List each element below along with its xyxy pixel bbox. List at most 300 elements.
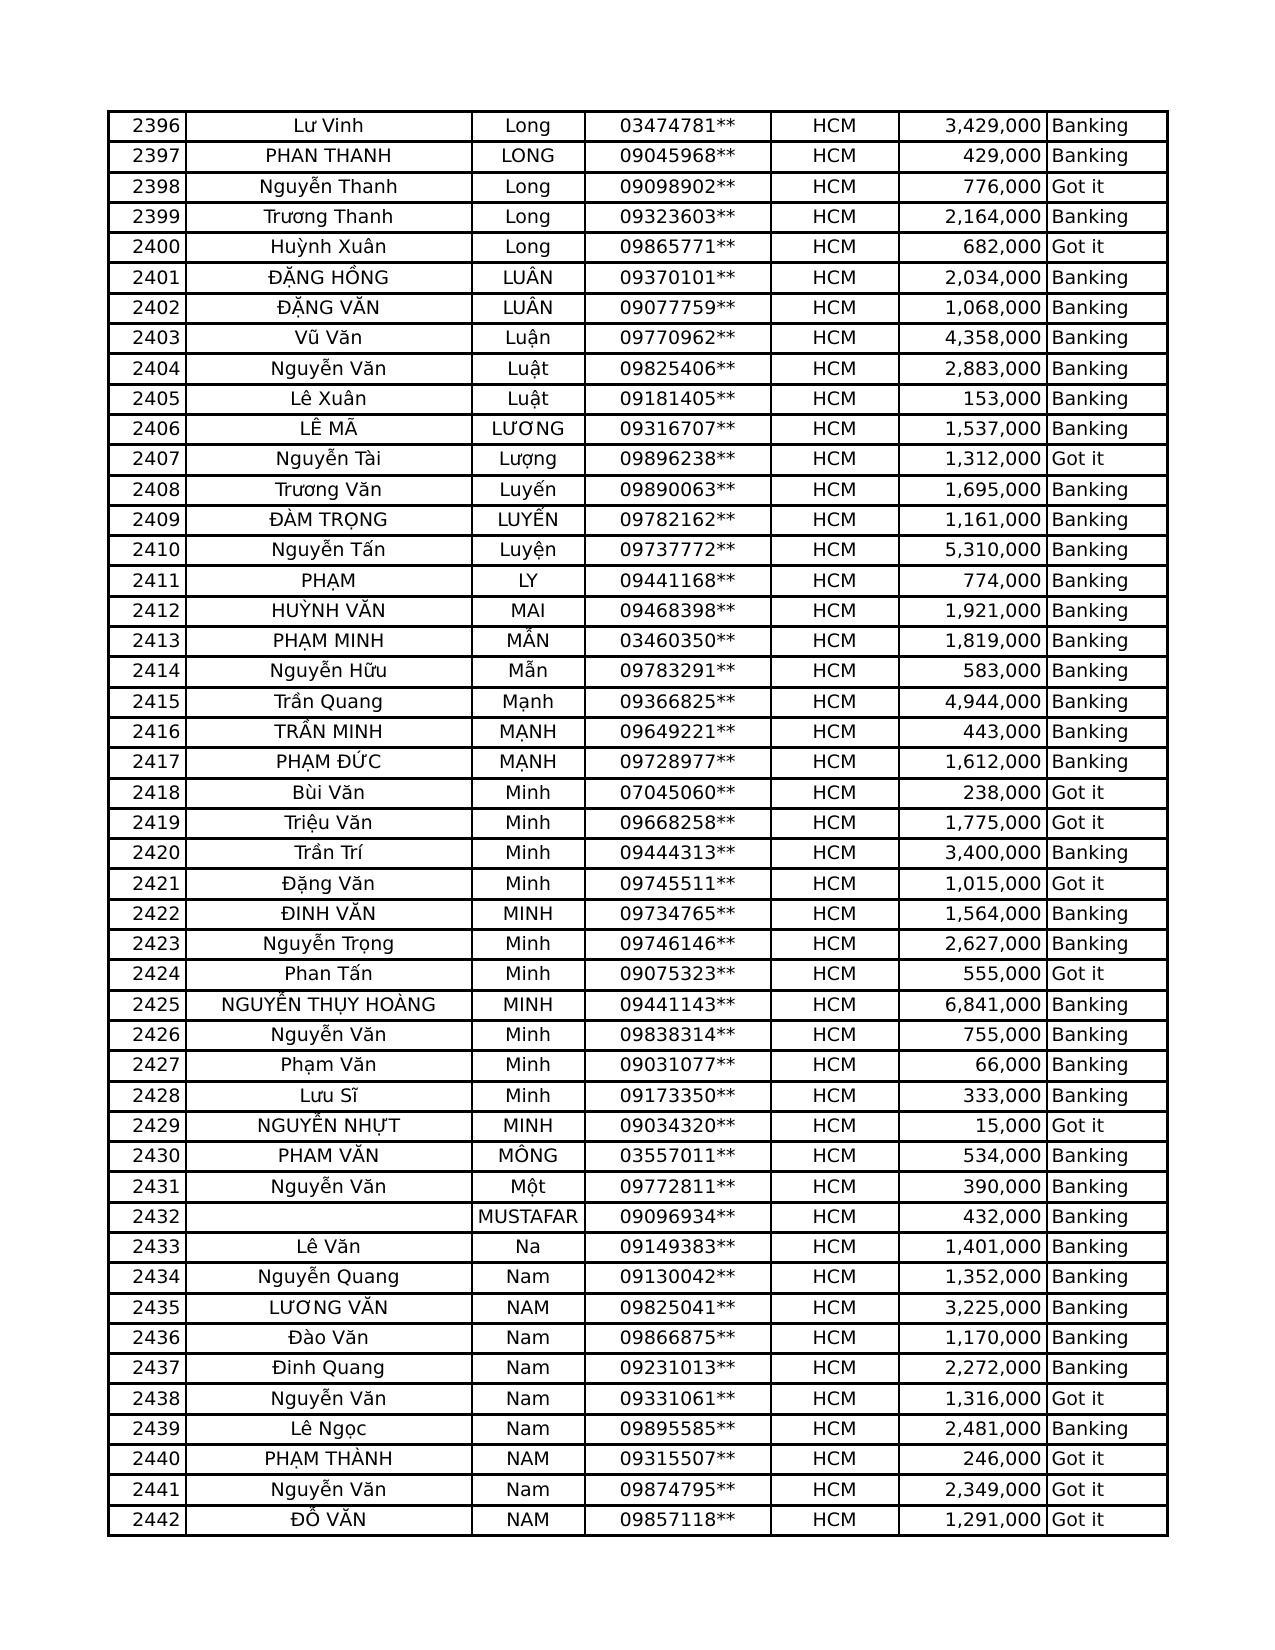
cell-first-name: Phan Tấn (186, 960, 472, 990)
table-row (109, 1505, 1168, 1535)
cell-city: HCM (771, 778, 899, 808)
cell-amount: 1,564,000 (899, 899, 1047, 929)
cell-id: 2419 (109, 808, 186, 838)
cell-phone: 09782162** (585, 505, 771, 535)
cell-status: Banking (1047, 263, 1168, 293)
cell-status: Banking (1047, 1051, 1168, 1081)
cell-id: 2411 (109, 566, 186, 596)
cell-status: Banking (1047, 687, 1168, 717)
cell-amount: 443,000 (899, 717, 1047, 747)
table-row (109, 1232, 1168, 1262)
cell-id: 2438 (109, 1384, 186, 1414)
cell-status: Banking (1047, 657, 1168, 687)
cell-phone: 09444313** (585, 839, 771, 869)
cell-last-name: Minh (472, 1020, 585, 1050)
cell-amount: 534,000 (899, 1142, 1047, 1172)
cell-city: HCM (771, 1384, 899, 1414)
cell-amount: 774,000 (899, 566, 1047, 596)
cell-first-name: Lê Xuân (186, 384, 472, 414)
cell-phone: 09783291** (585, 657, 771, 687)
cell-phone: 09772811** (585, 1172, 771, 1202)
cell-city: HCM (771, 1172, 899, 1202)
table-row (109, 899, 1168, 929)
table-row (109, 536, 1168, 566)
table-row (109, 1323, 1168, 1353)
cell-status: Banking (1047, 384, 1168, 414)
cell-id: 2428 (109, 1081, 186, 1111)
cell-id: 2399 (109, 202, 186, 232)
cell-last-name: Long (472, 172, 585, 202)
cell-id: 2420 (109, 839, 186, 869)
cell-id: 2422 (109, 899, 186, 929)
cell-amount: 432,000 (899, 1202, 1047, 1232)
cell-amount: 333,000 (899, 1081, 1047, 1111)
cell-city: HCM (771, 1445, 899, 1475)
cell-first-name: ĐỖ VĂN (186, 1505, 472, 1535)
cell-phone: 09668258** (585, 808, 771, 838)
cell-id: 2426 (109, 1020, 186, 1050)
cell-city: HCM (771, 112, 899, 142)
cell-first-name: Trương Văn (186, 475, 472, 505)
cell-last-name: Luyện (472, 536, 585, 566)
cell-status: Got it (1047, 960, 1168, 990)
cell-amount: 246,000 (899, 1445, 1047, 1475)
cell-first-name: Nguyễn Văn (186, 1384, 472, 1414)
cell-status: Banking (1047, 354, 1168, 384)
cell-status: Banking (1047, 1293, 1168, 1323)
cell-id: 2432 (109, 1202, 186, 1232)
table-row (109, 202, 1168, 232)
cell-id: 2437 (109, 1354, 186, 1384)
cell-status: Got it (1047, 778, 1168, 808)
cell-first-name: PHẠM MINH (186, 627, 472, 657)
cell-id: 2412 (109, 596, 186, 626)
cell-phone: 09866875** (585, 1323, 771, 1353)
cell-city: HCM (771, 839, 899, 869)
cell-first-name: PHAN THANH (186, 142, 472, 172)
cell-first-name: Trương Thanh (186, 202, 472, 232)
cell-id: 2413 (109, 627, 186, 657)
cell-city: HCM (771, 687, 899, 717)
cell-status: Banking (1047, 717, 1168, 747)
cell-id: 2407 (109, 445, 186, 475)
cell-city: HCM (771, 293, 899, 323)
table-row (109, 172, 1168, 202)
cell-phone: 07045060** (585, 778, 771, 808)
cell-last-name: Luyến (472, 475, 585, 505)
cell-amount: 153,000 (899, 384, 1047, 414)
cell-amount: 2,034,000 (899, 263, 1047, 293)
cell-amount: 2,627,000 (899, 930, 1047, 960)
cell-last-name: Mẫn (472, 657, 585, 687)
cell-amount: 2,164,000 (899, 202, 1047, 232)
cell-id: 2431 (109, 1172, 186, 1202)
cell-city: HCM (771, 505, 899, 535)
cell-first-name: Lư Vinh (186, 112, 472, 142)
cell-last-name: Minh (472, 1081, 585, 1111)
table-row (109, 1051, 1168, 1081)
cell-first-name: LƯƠNG VĂN (186, 1293, 472, 1323)
cell-last-name: NAM (472, 1445, 585, 1475)
table-row (109, 1475, 1168, 1505)
cell-last-name: LONG (472, 142, 585, 172)
table-row (109, 1354, 1168, 1384)
cell-status: Got it (1047, 869, 1168, 899)
table-row (109, 293, 1168, 323)
cell-first-name: NGUYỄN THỤY HOÀNG (186, 990, 472, 1020)
table-row (109, 748, 1168, 778)
cell-city: HCM (771, 990, 899, 1020)
cell-amount: 1,068,000 (899, 293, 1047, 323)
cell-city: HCM (771, 202, 899, 232)
cell-city: HCM (771, 1142, 899, 1172)
cell-amount: 3,225,000 (899, 1293, 1047, 1323)
cell-last-name: Long (472, 202, 585, 232)
cell-first-name: Trần Quang (186, 687, 472, 717)
cell-last-name: MINH (472, 1111, 585, 1141)
cell-status: Banking (1047, 1020, 1168, 1050)
cell-first-name: PHẠM (186, 566, 472, 596)
cell-amount: 583,000 (899, 657, 1047, 687)
table-row (109, 687, 1168, 717)
cell-first-name: ĐÀM TRỌNG (186, 505, 472, 535)
cell-city: HCM (771, 414, 899, 444)
cell-phone: 03460350** (585, 627, 771, 657)
cell-first-name: HUỲNH VĂN (186, 596, 472, 626)
cell-id: 2417 (109, 748, 186, 778)
cell-first-name: Nguyễn Tài (186, 445, 472, 475)
cell-city: HCM (771, 1263, 899, 1293)
cell-status: Banking (1047, 1202, 1168, 1232)
cell-first-name: Nguyễn Thanh (186, 172, 472, 202)
cell-id: 2416 (109, 717, 186, 747)
cell-id: 2408 (109, 475, 186, 505)
cell-last-name: Minh (472, 808, 585, 838)
table-row (109, 990, 1168, 1020)
cell-status: Banking (1047, 202, 1168, 232)
cell-first-name: Nguyễn Văn (186, 1020, 472, 1050)
cell-phone: 09316707** (585, 414, 771, 444)
cell-amount: 755,000 (899, 1020, 1047, 1050)
cell-id: 2440 (109, 1445, 186, 1475)
table-row (109, 263, 1168, 293)
cell-city: HCM (771, 324, 899, 354)
cell-amount: 2,481,000 (899, 1414, 1047, 1444)
cell-id: 2433 (109, 1232, 186, 1262)
table-row (109, 808, 1168, 838)
table-row (109, 1172, 1168, 1202)
cell-city: HCM (771, 1505, 899, 1535)
cell-phone: 09098902** (585, 172, 771, 202)
contact-list-table-body (109, 112, 1168, 1536)
cell-phone: 09075323** (585, 960, 771, 990)
cell-phone: 03474781** (585, 112, 771, 142)
cell-city: HCM (771, 596, 899, 626)
cell-last-name: Luật (472, 384, 585, 414)
cell-amount: 1,352,000 (899, 1263, 1047, 1293)
cell-last-name: MÔNG (472, 1142, 585, 1172)
cell-phone: 09649221** (585, 717, 771, 747)
cell-city: HCM (771, 1081, 899, 1111)
cell-status: Banking (1047, 1263, 1168, 1293)
cell-id: 2400 (109, 233, 186, 263)
cell-phone: 09895585** (585, 1414, 771, 1444)
cell-city: HCM (771, 142, 899, 172)
cell-city: HCM (771, 748, 899, 778)
cell-status: Banking (1047, 1323, 1168, 1353)
cell-status: Banking (1047, 142, 1168, 172)
cell-last-name: LƯƠNG (472, 414, 585, 444)
table-row (109, 1445, 1168, 1475)
cell-amount: 4,358,000 (899, 324, 1047, 354)
table-row (109, 566, 1168, 596)
cell-first-name: Vũ Văn (186, 324, 472, 354)
cell-city: HCM (771, 233, 899, 263)
table-row (109, 324, 1168, 354)
cell-amount: 4,944,000 (899, 687, 1047, 717)
cell-last-name: Nam (472, 1323, 585, 1353)
table-row (109, 1111, 1168, 1141)
table-row (109, 657, 1168, 687)
table-row (109, 414, 1168, 444)
cell-last-name: NAM (472, 1505, 585, 1535)
cell-status: Banking (1047, 505, 1168, 535)
cell-last-name: Nam (472, 1384, 585, 1414)
cell-id: 2435 (109, 1293, 186, 1323)
cell-status: Got it (1047, 1445, 1168, 1475)
cell-id: 2406 (109, 414, 186, 444)
cell-amount: 1,695,000 (899, 475, 1047, 505)
cell-status: Got it (1047, 808, 1168, 838)
cell-last-name: MẠNH (472, 748, 585, 778)
cell-first-name: Nguyễn Văn (186, 354, 472, 384)
cell-last-name: Mạnh (472, 687, 585, 717)
cell-phone: 09130042** (585, 1263, 771, 1293)
cell-city: HCM (771, 930, 899, 960)
table-row (109, 1081, 1168, 1111)
cell-status: Banking (1047, 1354, 1168, 1384)
cell-last-name: LY (472, 566, 585, 596)
table-row (109, 1142, 1168, 1172)
table-row (109, 1202, 1168, 1232)
table-row (109, 384, 1168, 414)
cell-phone: 09770962** (585, 324, 771, 354)
cell-last-name: Lượng (472, 445, 585, 475)
cell-amount: 1,612,000 (899, 748, 1047, 778)
cell-status: Banking (1047, 1081, 1168, 1111)
cell-status: Banking (1047, 930, 1168, 960)
cell-phone: 09315507** (585, 1445, 771, 1475)
cell-last-name: Long (472, 233, 585, 263)
cell-status: Banking (1047, 414, 1168, 444)
cell-id: 2410 (109, 536, 186, 566)
table-row (109, 960, 1168, 990)
cell-city: HCM (771, 354, 899, 384)
cell-status: Banking (1047, 1414, 1168, 1444)
cell-first-name: Lê Văn (186, 1232, 472, 1262)
cell-phone: 09874795** (585, 1475, 771, 1505)
cell-last-name: MINH (472, 990, 585, 1020)
cell-last-name: Nam (472, 1263, 585, 1293)
table-row (109, 627, 1168, 657)
table-row (109, 869, 1168, 899)
cell-id: 2424 (109, 960, 186, 990)
cell-city: HCM (771, 627, 899, 657)
cell-last-name: MẠNH (472, 717, 585, 747)
cell-status: Got it (1047, 233, 1168, 263)
cell-id: 2403 (109, 324, 186, 354)
cell-first-name: NGUYỄN NHỰT (186, 1111, 472, 1141)
cell-last-name: Minh (472, 869, 585, 899)
cell-first-name: TRẦN MINH (186, 717, 472, 747)
cell-phone: 09323603** (585, 202, 771, 232)
cell-last-name: LUÂN (472, 293, 585, 323)
cell-last-name: Nam (472, 1354, 585, 1384)
cell-last-name: MAI (472, 596, 585, 626)
cell-last-name: Minh (472, 839, 585, 869)
cell-amount: 776,000 (899, 172, 1047, 202)
cell-phone: 09745511** (585, 869, 771, 899)
table-row (109, 717, 1168, 747)
cell-first-name: Bùi Văn (186, 778, 472, 808)
cell-id: 2404 (109, 354, 186, 384)
cell-amount: 1,775,000 (899, 808, 1047, 838)
table-row (109, 142, 1168, 172)
cell-id: 2441 (109, 1475, 186, 1505)
cell-id: 2401 (109, 263, 186, 293)
cell-city: HCM (771, 869, 899, 899)
table-row (109, 1414, 1168, 1444)
cell-phone: 09366825** (585, 687, 771, 717)
cell-status: Banking (1047, 324, 1168, 354)
cell-id: 2396 (109, 112, 186, 142)
cell-city: HCM (771, 1051, 899, 1081)
cell-phone: 09896238** (585, 445, 771, 475)
cell-phone: 09331061** (585, 1384, 771, 1414)
table-row (109, 778, 1168, 808)
cell-amount: 2,272,000 (899, 1354, 1047, 1384)
cell-last-name: MINH (472, 899, 585, 929)
cell-first-name: Đào Văn (186, 1323, 472, 1353)
cell-phone: 09045968** (585, 142, 771, 172)
cell-city: HCM (771, 960, 899, 990)
cell-amount: 1,316,000 (899, 1384, 1047, 1414)
cell-city: HCM (771, 445, 899, 475)
cell-id: 2434 (109, 1263, 186, 1293)
cell-first-name: Nguyễn Hữu (186, 657, 472, 687)
cell-phone: 09468398** (585, 596, 771, 626)
cell-id: 2397 (109, 142, 186, 172)
cell-first-name: Trần Trí (186, 839, 472, 869)
cell-amount: 1,819,000 (899, 627, 1047, 657)
cell-phone: 09825041** (585, 1293, 771, 1323)
cell-city: HCM (771, 899, 899, 929)
cell-id: 2439 (109, 1414, 186, 1444)
cell-phone: 09231013** (585, 1354, 771, 1384)
cell-city: HCM (771, 1232, 899, 1262)
cell-status: Got it (1047, 172, 1168, 202)
cell-phone: 09865771** (585, 233, 771, 263)
cell-status: Banking (1047, 839, 1168, 869)
table-row (109, 233, 1168, 263)
cell-status: Got it (1047, 1384, 1168, 1414)
cell-id: 2414 (109, 657, 186, 687)
cell-amount: 682,000 (899, 233, 1047, 263)
cell-first-name: PHẠM ĐỨC (186, 748, 472, 778)
cell-phone: 09096934** (585, 1202, 771, 1232)
cell-last-name: Minh (472, 1051, 585, 1081)
cell-phone: 09890063** (585, 475, 771, 505)
cell-amount: 555,000 (899, 960, 1047, 990)
cell-status: Banking (1047, 112, 1168, 142)
cell-first-name: PHAM VĂN (186, 1142, 472, 1172)
table-row (109, 596, 1168, 626)
cell-status: Banking (1047, 990, 1168, 1020)
cell-phone: 09857118** (585, 1505, 771, 1535)
cell-phone: 09825406** (585, 354, 771, 384)
cell-status: Got it (1047, 445, 1168, 475)
cell-amount: 429,000 (899, 142, 1047, 172)
cell-id: 2436 (109, 1323, 186, 1353)
cell-status: Banking (1047, 627, 1168, 657)
cell-phone: 09838314** (585, 1020, 771, 1050)
table-row (109, 354, 1168, 384)
cell-city: HCM (771, 1475, 899, 1505)
cell-id: 2442 (109, 1505, 186, 1535)
cell-id: 2398 (109, 172, 186, 202)
cell-amount: 238,000 (899, 778, 1047, 808)
cell-phone: 09737772** (585, 536, 771, 566)
cell-city: HCM (771, 172, 899, 202)
cell-last-name: Luật (472, 354, 585, 384)
cell-amount: 1,312,000 (899, 445, 1047, 475)
cell-city: HCM (771, 1414, 899, 1444)
cell-last-name: LUYẾN (472, 505, 585, 535)
cell-first-name: Lê Ngọc (186, 1414, 472, 1444)
cell-id: 2427 (109, 1051, 186, 1081)
cell-status: Got it (1047, 1111, 1168, 1141)
cell-amount: 1,537,000 (899, 414, 1047, 444)
cell-phone: 09441168** (585, 566, 771, 596)
cell-city: HCM (771, 1111, 899, 1141)
cell-phone: 09734765** (585, 899, 771, 929)
cell-status: Banking (1047, 536, 1168, 566)
cell-last-name: Một (472, 1172, 585, 1202)
cell-amount: 15,000 (899, 1111, 1047, 1141)
cell-phone: 09149383** (585, 1232, 771, 1262)
table-row (109, 112, 1168, 142)
cell-status: Banking (1047, 748, 1168, 778)
contact-list-table (107, 110, 1169, 1537)
cell-amount: 1,291,000 (899, 1505, 1047, 1535)
cell-first-name: LÊ MÃ (186, 414, 472, 444)
table-row (109, 1020, 1168, 1050)
cell-id: 2418 (109, 778, 186, 808)
cell-phone: 03557011** (585, 1142, 771, 1172)
cell-id: 2429 (109, 1111, 186, 1141)
cell-status: Banking (1047, 1142, 1168, 1172)
cell-amount: 1,170,000 (899, 1323, 1047, 1353)
cell-city: HCM (771, 536, 899, 566)
cell-last-name: Minh (472, 778, 585, 808)
cell-first-name: Nguyễn Quang (186, 1263, 472, 1293)
cell-city: HCM (771, 566, 899, 596)
cell-amount: 1,161,000 (899, 505, 1047, 535)
cell-amount: 1,401,000 (899, 1232, 1047, 1262)
cell-amount: 2,349,000 (899, 1475, 1047, 1505)
cell-last-name: NAM (472, 1293, 585, 1323)
cell-phone: 09077759** (585, 293, 771, 323)
